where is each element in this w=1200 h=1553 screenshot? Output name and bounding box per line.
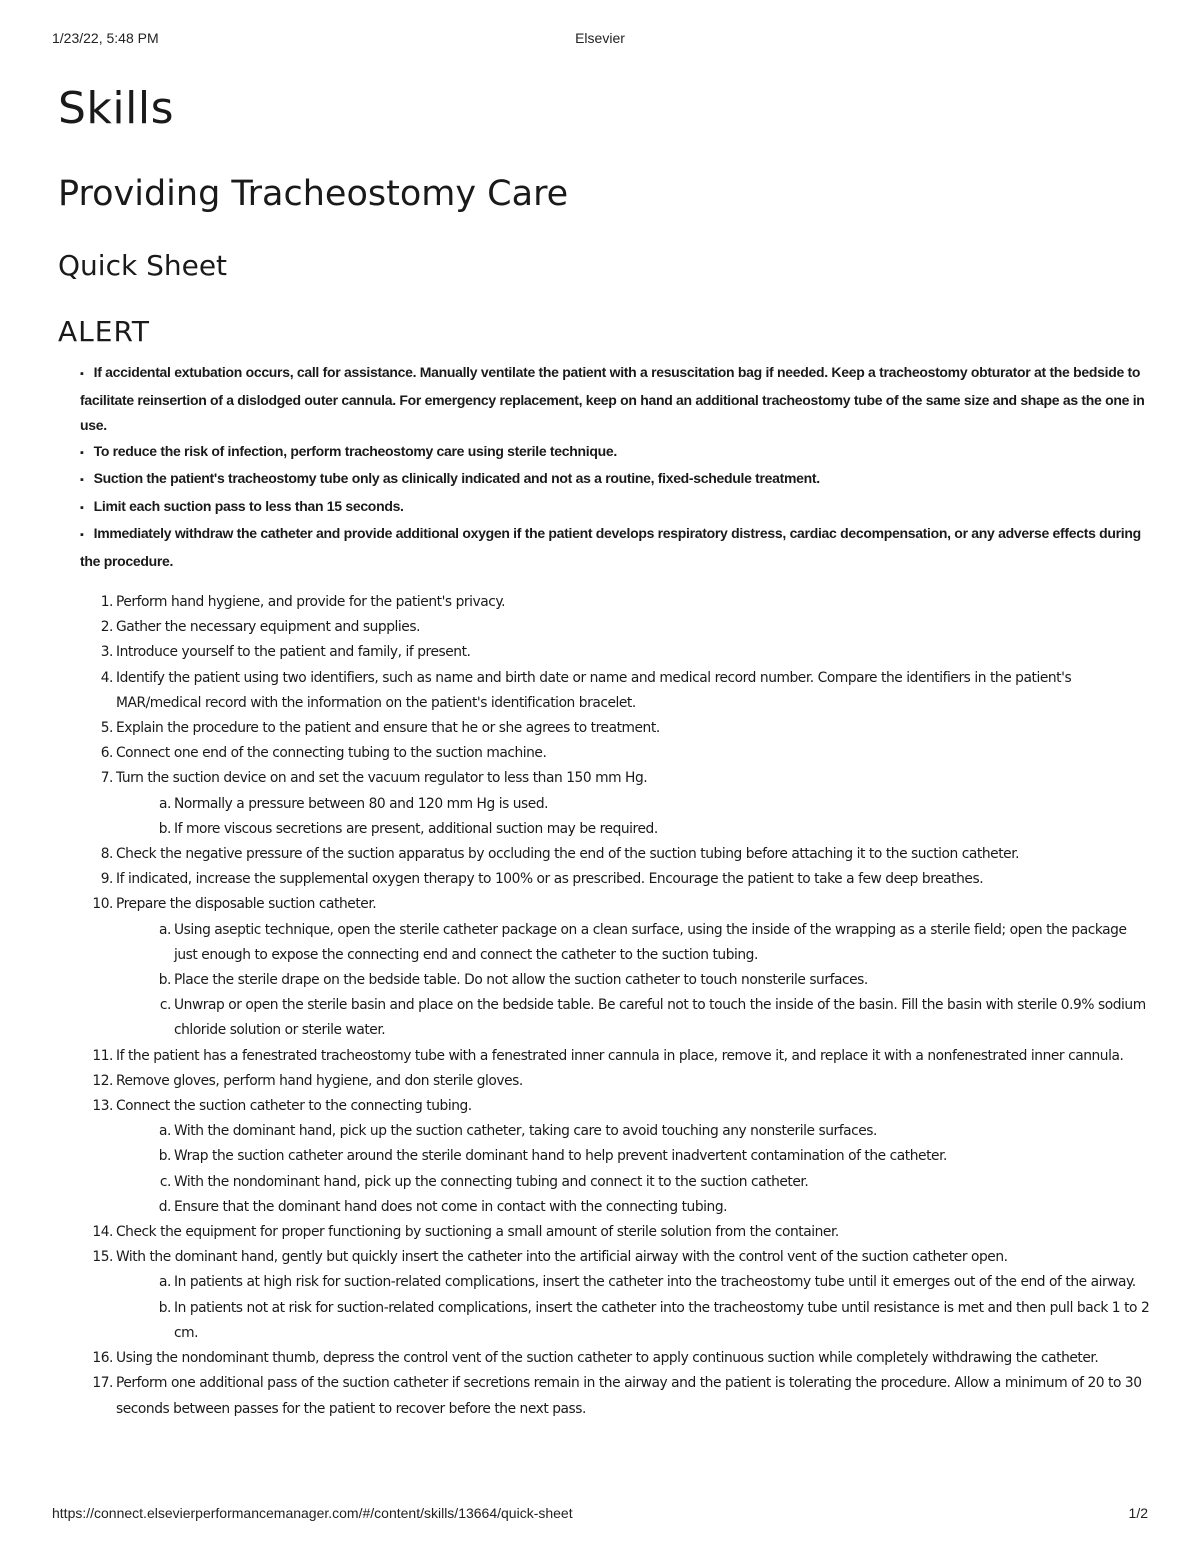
alert-item-text: If accidental extubation occurs, call for assistance. Manually ventilate the patient with a resuscitation bag if needed. Keep a tracheostomy obturator at the bedside to facilitate reinsertion of a dislodged outer cannula. For emergency replacement, keep on hand an additional tracheostomy tube of the same size and shape as the one in use. (80, 364, 1145, 433)
step-item (58, 615, 1153, 640)
alert-item-text: Immediately withdraw the catheter and provide additional oxygen if the patient develops respiratory distress, cardiac decompensation, or any adverse effects during the procedure. (80, 525, 1141, 569)
alert-heading: ALERT (58, 315, 150, 348)
step-item (58, 590, 1153, 615)
step-item (58, 1220, 1153, 1245)
step-text: Remove gloves, perform hand hygiene, and don sterile gloves. (116, 1072, 523, 1089)
step-text: Explain the procedure to the patient and ensure that he or she agrees to treatment. (116, 720, 660, 737)
step-text: Check the negative pressure of the suction apparatus by occluding the end of the suction tubing before attaching it to the suction catheter. (116, 846, 1020, 863)
step-number: 14. (92, 1224, 113, 1241)
step-item (58, 892, 1153, 1043)
step-number: 10. (92, 896, 113, 913)
substep-letter: a. (159, 795, 171, 812)
substep-item (116, 1144, 1153, 1169)
step-number: 7. (100, 770, 113, 787)
alert-item-text: To reduce the risk of infection, perform tracheostomy care using sterile technique. (93, 442, 617, 459)
substep-text: If more viscous secretions are present, additional suction may be required. (174, 820, 658, 837)
substep-letter: a. (159, 1123, 171, 1140)
step-text: Gather the necessary equipment and supplies. (116, 619, 421, 636)
step-number: 2. (100, 619, 113, 636)
page-url: https://connect.elsevierperformancemanager.com/#/content/skills/13664/quick-sheet (52, 1505, 573, 1521)
step-number: 17. (92, 1375, 113, 1392)
step-item (58, 1346, 1153, 1371)
step-number: 5. (100, 720, 113, 737)
step-text: Connect one end of the connecting tubing to the suction machine. (116, 745, 547, 762)
substep-letter: b. (158, 820, 171, 837)
step-text: Perform one additional pass of the suction catheter if secretions remain in the airway and the patient is tolerating the procedure. Allow a minimum of 20 to 30 seconds between passes for the patient to recover before the next pass. (116, 1375, 1142, 1417)
step-number: 16. (92, 1350, 113, 1367)
page-number: 1/2 (1128, 1505, 1148, 1521)
step-item (58, 666, 1153, 716)
substep-item (116, 1195, 1153, 1220)
substep-list (116, 1119, 1153, 1220)
step-number: 1. (100, 594, 113, 610)
step-number: 6. (100, 745, 113, 762)
step-item (58, 766, 1153, 842)
bullet-icon: ▪ (80, 474, 84, 486)
alert-item (80, 521, 1153, 574)
step-item (58, 741, 1153, 766)
alert-item-text: Suction the patient's tracheostomy tube only as clinically indicated and not as a routine, fixed-schedule treatment. (93, 470, 820, 486)
alert-item (80, 466, 1153, 494)
substep-list (116, 1270, 1153, 1346)
substep-item (116, 1119, 1153, 1144)
step-item (58, 1245, 1153, 1346)
substep-text: Using aseptic technique, open the sterile catheter package on a clean surface, using the inside of the wrapping as a sterile field; open the package just enough to expose the connecting end and connect the catheter to the suction tubing. (174, 921, 1127, 963)
substep-item (116, 1270, 1153, 1295)
step-text: Using the nondominant thumb, depress the control vent of the suction catheter to apply continuous suction while completely withdrawing the catheter. (116, 1350, 1099, 1367)
substep-text: In patients not at risk for suction-related complications, insert the catheter into the tracheostomy tube until resistance is met and then pull back 1 to 2 cm. (174, 1299, 1150, 1341)
step-text: Connect the suction catheter to the connecting tubing. (116, 1098, 472, 1115)
step-text: Identify the patient using two identifiers, such as name and birth date or name and medical record number. Compare the identifiers in the patient's MAR/medical record with the information on the patient's identification bracelet. (116, 669, 1072, 711)
alert-item (80, 494, 1153, 522)
substep-list (116, 792, 1153, 842)
print-header (52, 30, 1148, 50)
print-footer (52, 1505, 1148, 1525)
alert-list (58, 360, 1153, 574)
step-number: 11. (92, 1047, 113, 1064)
page-title: Skills (58, 83, 175, 134)
substep-text: In patients at high risk for suction-related complications, insert the catheter into the tracheostomy tube until it emerges out of the end of the airway. (174, 1274, 1136, 1291)
step-number: 15. (92, 1249, 113, 1266)
substep-item (116, 817, 1153, 842)
alert-item (80, 439, 1153, 467)
step-number: 8. (100, 846, 113, 863)
substep-letter: b. (158, 1299, 171, 1316)
step-item (58, 1371, 1153, 1421)
alert-item-text: Limit each suction pass to less than 15 seconds. (93, 497, 404, 514)
substep-item (116, 918, 1153, 968)
substep-text: Ensure that the dominant hand does not come in contact with the connecting tubing. (174, 1198, 728, 1215)
step-item (58, 842, 1153, 867)
substep-text: Wrap the suction catheter around the sterile dominant hand to help prevent inadvertent contamination of the catheter. (174, 1148, 947, 1165)
step-item (58, 1094, 1153, 1220)
step-number: 3. (100, 644, 113, 661)
step-number: 13. (92, 1098, 113, 1115)
step-item (58, 1069, 1153, 1094)
step-item (58, 716, 1153, 741)
document-content (58, 78, 1153, 1422)
step-text: Check the equipment for proper functioning by suctioning a small amount of sterile solution from the container. (116, 1224, 839, 1241)
step-text: If indicated, increase the supplemental oxygen therapy to 100% or as prescribed. Encourage the patient to take a few deep breathes. (116, 871, 984, 888)
substep-item (116, 993, 1153, 1043)
step-text: With the dominant hand, gently but quickly insert the catheter into the artificial airway with the control vent of the suction catheter open. (116, 1249, 1008, 1266)
substep-letter: c. (159, 1173, 171, 1190)
print-datetime: 1/23/22, 5:48 PM (52, 30, 159, 46)
substep-letter: a. (159, 921, 171, 938)
substep-text: Unwrap or open the sterile basin and place on the bedside table. Be careful not to touch the inside of the basin. Fill the basin with sterile 0.9% sodium chloride solution or sterile water. (174, 997, 1146, 1039)
print-site-title: Elsevier (575, 30, 625, 46)
step-number: 4. (100, 669, 113, 686)
section-title: Quick Sheet (58, 249, 228, 282)
substep-list (116, 918, 1153, 1044)
step-item (58, 1044, 1153, 1069)
substep-letter: c. (159, 997, 171, 1014)
step-text: Turn the suction device on and set the vacuum regulator to less than 150 mm Hg. (116, 770, 648, 787)
substep-item (116, 792, 1153, 817)
step-text: Perform hand hygiene, and provide for the patient's privacy. (116, 594, 506, 610)
step-text: If the patient has a fenestrated tracheostomy tube with a fenestrated inner cannula in place, remove it, and replace it with a nonfenestrated inner cannula. (116, 1047, 1124, 1064)
substep-item (116, 968, 1153, 993)
substep-letter: d. (158, 1198, 171, 1215)
substep-letter: a. (159, 1274, 171, 1291)
alert-item (80, 360, 1153, 439)
step-item (58, 867, 1153, 892)
substep-text: With the dominant hand, pick up the suction catheter, taking care to avoid touching any nonsterile surfaces. (174, 1123, 877, 1140)
substep-text: Place the sterile drape on the bedside table. Do not allow the suction catheter to touch nonsterile surfaces. (174, 972, 868, 989)
bullet-icon: ▪ (80, 368, 84, 380)
step-text: Introduce yourself to the patient and family, if present. (116, 644, 471, 661)
substep-text: With the nondominant hand, pick up the connecting tubing and connect it to the suction catheter. (174, 1173, 809, 1190)
steps-list (58, 590, 1153, 1422)
substep-item (116, 1296, 1153, 1346)
substep-letter: b. (158, 1148, 171, 1165)
bullet-icon: ▪ (80, 501, 84, 514)
step-number: 9. (100, 871, 113, 888)
substep-item (116, 1170, 1153, 1195)
bullet-icon: ▪ (80, 446, 84, 459)
step-text: Prepare the disposable suction catheter. (116, 896, 377, 913)
step-number: 12. (92, 1072, 113, 1089)
step-item (58, 640, 1153, 665)
substep-letter: b. (158, 972, 171, 989)
substep-text: Normally a pressure between 80 and 120 mm Hg is used. (174, 795, 549, 812)
skill-title: Providing Tracheostomy Care (58, 174, 569, 214)
bullet-icon: ▪ (80, 529, 84, 541)
